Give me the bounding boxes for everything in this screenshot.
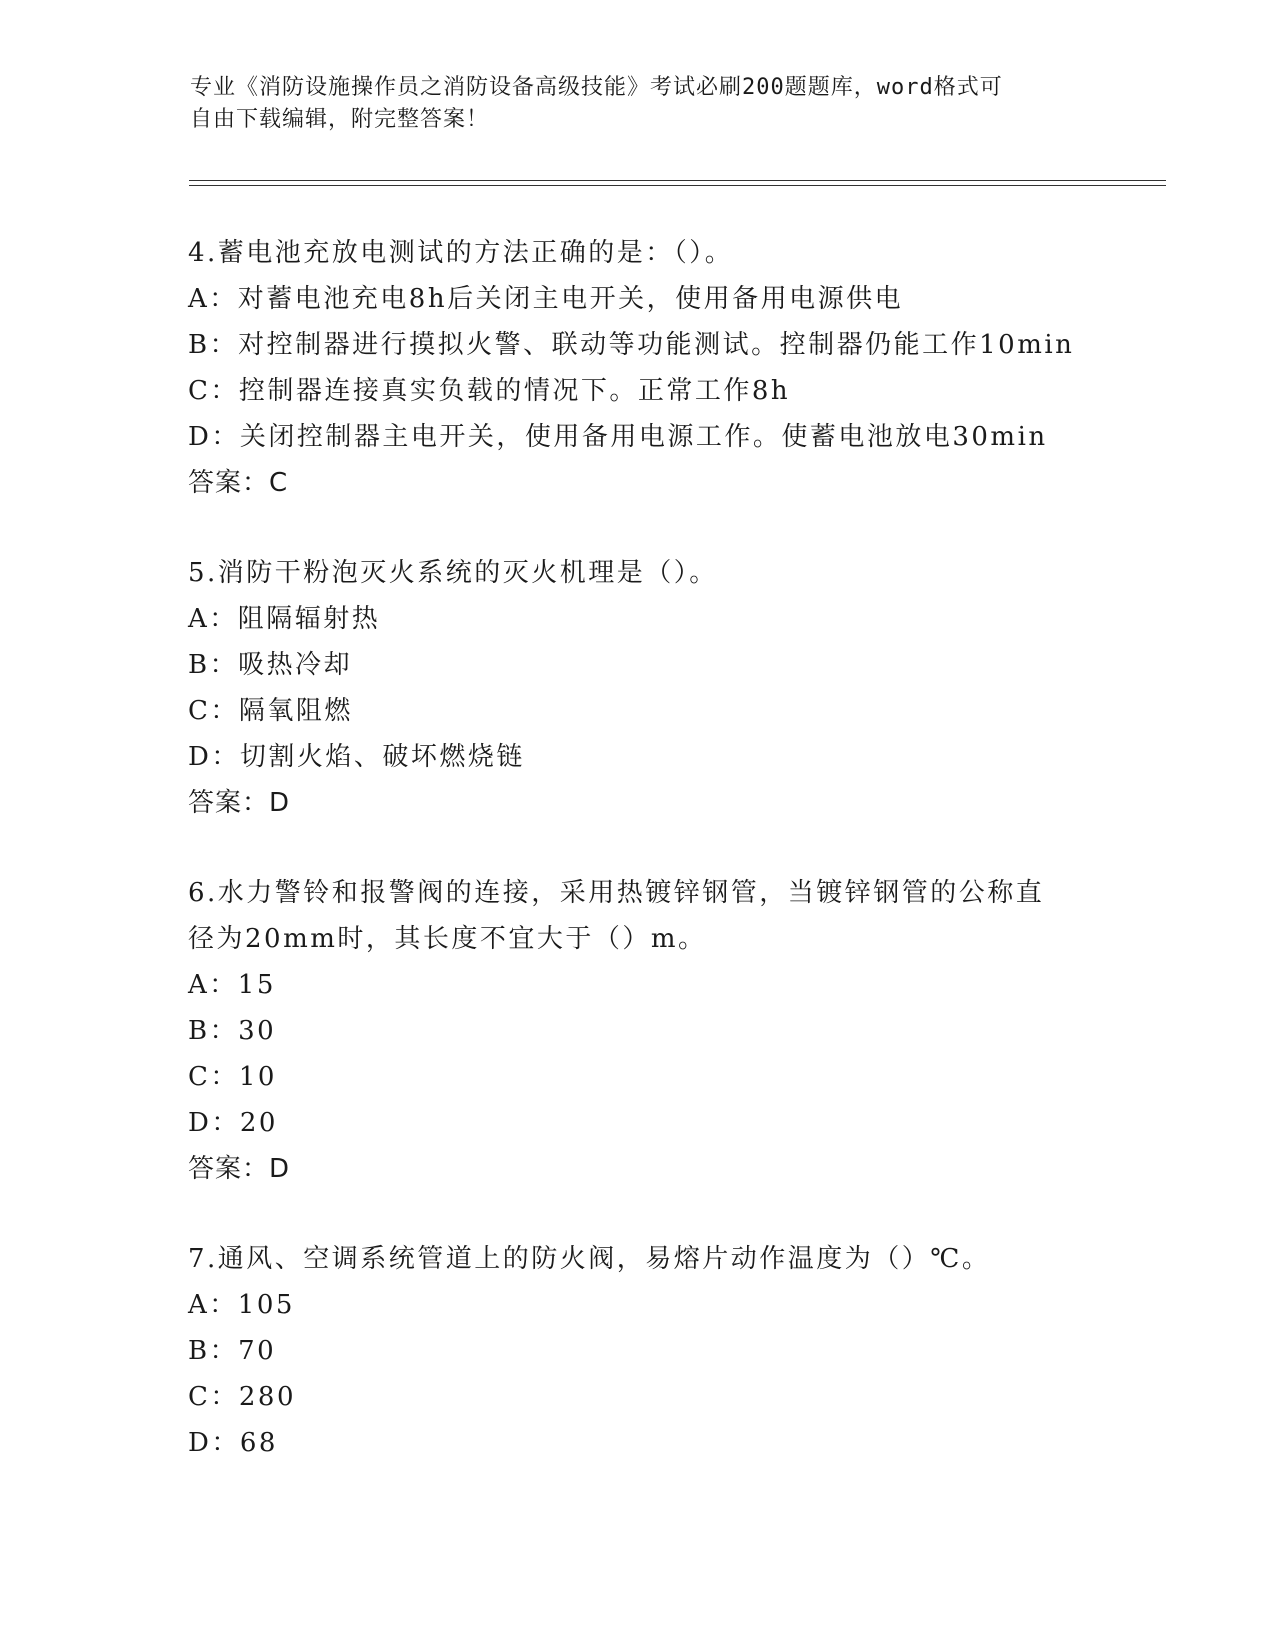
- question-stem-line-1: 6.水力警铃和报警阀的连接，采用热镀锌钢管，当镀锌钢管的公称直: [188, 878, 1045, 908]
- answer-line: 答案：C: [188, 468, 289, 498]
- option-d: D：切割火焰、破坏燃烧链: [188, 742, 525, 772]
- option-c: C：控制器连接真实负载的情况下。正常工作8h: [188, 376, 791, 406]
- question-spacer: [188, 826, 1088, 870]
- question-spacer: [188, 1192, 1088, 1236]
- answer-line: 答案：D: [188, 1154, 291, 1184]
- option-a: A：对蓄电池充电8h后关闭主电开关，使用备用电源供电: [188, 284, 904, 314]
- document-header: [190, 72, 1090, 136]
- question-5: [188, 550, 1088, 826]
- option-a: A：阻隔辐射热: [188, 604, 381, 634]
- question-stem: 7.通风、空调系统管道上的防火阀，易熔片动作温度为（）℃。: [188, 1244, 991, 1274]
- question-list: [188, 230, 1088, 1466]
- header-divider-top: [189, 180, 1166, 181]
- option-d: D：关闭控制器主电开关，使用备用电源工作。使蓄电池放电30min: [188, 422, 1048, 452]
- option-c: C：280: [188, 1382, 297, 1412]
- option-b: B：对控制器进行摸拟火警、联动等功能测试。控制器仍能工作10min: [188, 330, 1075, 360]
- header-line-1: 专业《消防设施操作员之消防设备高级技能》考试必刷200题题库，word格式可: [190, 75, 1003, 100]
- header-divider-bottom: [189, 185, 1166, 186]
- question-stem: 4.蓄电池充放电测试的方法正确的是：（）。: [188, 238, 734, 268]
- question-stem-line-2: 径为20mm时，其长度不宜大于（）m。: [188, 924, 707, 954]
- option-b: B：30: [188, 1016, 277, 1046]
- option-b: B：吸热冷却: [188, 650, 353, 680]
- option-d: D：68: [188, 1428, 278, 1458]
- question-spacer: [188, 506, 1088, 550]
- question-stem: 5.消防干粉泡灭火系统的灭火机理是（）。: [188, 558, 718, 588]
- option-c: C：10: [188, 1062, 277, 1092]
- answer-line: 答案：D: [188, 788, 291, 818]
- header-line-2: 自由下载编辑，附完整答案！: [190, 107, 490, 132]
- question-7: [188, 1236, 1088, 1466]
- option-a: A：15: [188, 970, 276, 1000]
- option-d: D：20: [188, 1108, 278, 1138]
- question-4: [188, 230, 1088, 506]
- option-c: C：隔氧阻燃: [188, 696, 353, 726]
- option-a: A：105: [188, 1290, 295, 1320]
- question-6: [188, 870, 1088, 1192]
- option-b: B：70: [188, 1336, 277, 1366]
